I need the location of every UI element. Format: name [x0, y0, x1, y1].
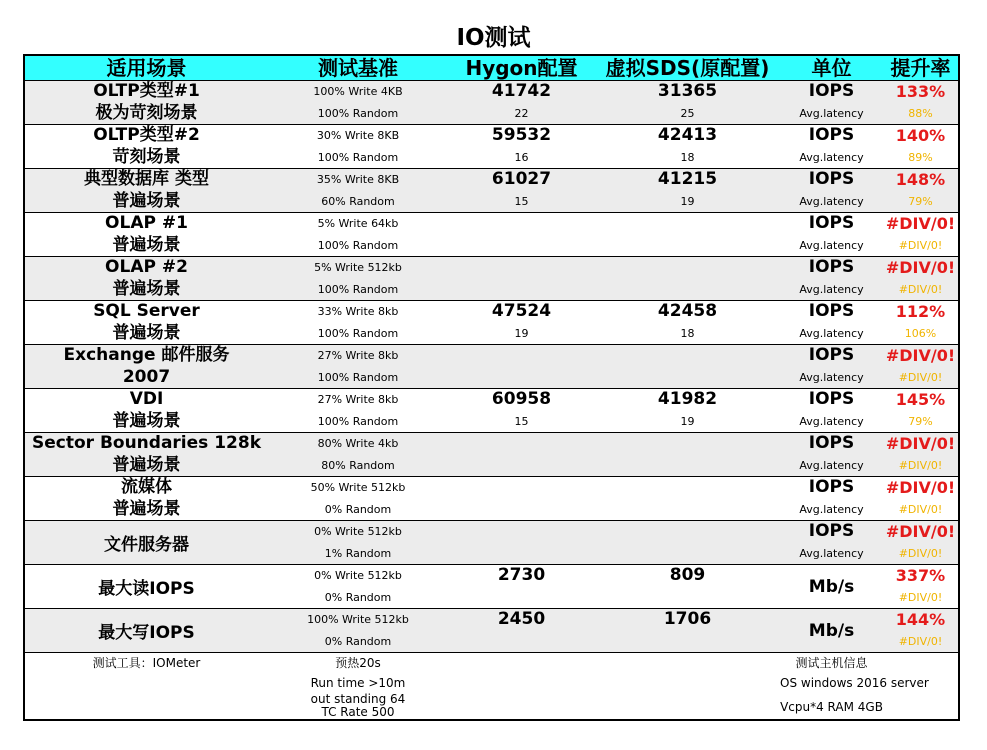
- rate-primary: 148%: [895, 169, 946, 189]
- hygon-iops: 2450: [497, 609, 546, 630]
- rate-cell: [883, 565, 959, 609]
- rate-secondary: #DIV/0!: [898, 238, 943, 252]
- scenario-name: VDI: [129, 389, 164, 410]
- hygon-iops: [448, 433, 595, 455]
- rate-cell: [883, 521, 959, 565]
- rate-secondary: #DIV/0!: [898, 282, 943, 296]
- rate-cell: [883, 81, 959, 125]
- sds-latency: [595, 367, 780, 389]
- table-row: [24, 213, 959, 257]
- unit-cell: [780, 521, 883, 565]
- benchmark-cell: [268, 125, 448, 169]
- scenario-name: Sector Boundaries 128k: [31, 433, 261, 454]
- scenario-subname: 普遍场景: [112, 454, 181, 475]
- scenario-name: SQL Server: [93, 301, 200, 322]
- footer-tcrate: TC Rate 500: [321, 705, 395, 719]
- hygon-iops: [448, 213, 595, 235]
- footer-tool-cell: [24, 653, 268, 721]
- bench-random: 1% Random: [324, 546, 392, 560]
- bench-random: 100% Random: [317, 282, 399, 296]
- benchmark-cell: [268, 477, 448, 521]
- hygon-iops: 60958: [491, 389, 552, 410]
- bench-random: 100% Random: [317, 370, 399, 384]
- rate-cell: [883, 257, 959, 301]
- unit-secondary: Avg.latency: [799, 414, 864, 428]
- scenario-cell: [24, 301, 268, 345]
- hygon-cell: [448, 477, 595, 521]
- rate-secondary: #DIV/0!: [898, 370, 943, 384]
- hygon-iops: [448, 521, 595, 543]
- rate-secondary: 89%: [908, 150, 933, 164]
- unit-secondary: Avg.latency: [799, 546, 864, 560]
- hygon-latency: 15: [514, 194, 529, 208]
- bench-random: 80% Random: [321, 458, 395, 472]
- rate-primary: #DIV/0!: [885, 213, 956, 233]
- sds-cell: [595, 301, 780, 345]
- sds-iops: 809: [669, 565, 706, 586]
- hygon-cell: [448, 301, 595, 345]
- sds-iops: 31365: [657, 81, 718, 102]
- sds-latency: [595, 279, 780, 301]
- sds-latency: 18: [680, 326, 695, 340]
- unit-cell: [780, 301, 883, 345]
- unit-primary: IOPS: [808, 169, 855, 190]
- footer-host-title: 测试主机信息: [795, 656, 868, 670]
- bench-random: 60% Random: [321, 194, 395, 208]
- hygon-cell: [448, 433, 595, 477]
- scenario-cell: [24, 521, 268, 565]
- table-row: [24, 345, 959, 389]
- sds-iops: 41215: [657, 169, 718, 190]
- hygon-cell: [448, 565, 595, 609]
- sds-iops: [595, 257, 780, 279]
- benchmark-cell: [268, 389, 448, 433]
- scenario-subname: 普遍场景: [112, 190, 181, 211]
- sds-iops: 42458: [657, 301, 718, 322]
- bench-write: 100% Write 4KB: [313, 85, 403, 99]
- unit-primary: Mb/s: [808, 620, 855, 641]
- benchmark-cell: [268, 565, 448, 609]
- rate-secondary: 79%: [908, 414, 933, 428]
- rate-secondary: 79%: [908, 194, 933, 208]
- footer-host-cell: [780, 653, 959, 721]
- footer-empty-1: [448, 653, 595, 721]
- hygon-cell: [448, 345, 595, 389]
- unit-cell: [780, 169, 883, 213]
- unit-cell: [780, 565, 883, 609]
- table-row: [24, 609, 959, 653]
- table-row: [24, 477, 959, 521]
- bench-random: 0% Random: [324, 634, 392, 648]
- scenario-subname: 2007: [122, 366, 171, 387]
- hygon-iops: [448, 477, 595, 499]
- header-row: [24, 55, 959, 81]
- scenario-cell: [24, 257, 268, 301]
- unit-secondary: Avg.latency: [799, 458, 864, 472]
- unit-secondary: Avg.latency: [799, 194, 864, 208]
- scenario-cell: [24, 213, 268, 257]
- sds-iops: [595, 477, 780, 499]
- scenario-cell: [24, 389, 268, 433]
- bench-write: 80% Write 4kb: [317, 437, 399, 451]
- benchmark-cell: [268, 609, 448, 653]
- rate-secondary: #DIV/0!: [898, 634, 943, 648]
- hygon-latency: [448, 367, 595, 389]
- scenario-subname: 普遍场景: [112, 278, 181, 299]
- scenario-cell: [24, 433, 268, 477]
- hygon-latency: 16: [514, 150, 529, 164]
- header-unit: 单位: [780, 55, 883, 81]
- bench-write: 100% Write 512kb: [307, 613, 409, 627]
- header-scenario: 适用场景: [24, 55, 268, 81]
- unit-secondary: Avg.latency: [799, 370, 864, 384]
- rate-primary: #DIV/0!: [885, 521, 956, 541]
- hygon-cell: [448, 81, 595, 125]
- hygon-cell: [448, 389, 595, 433]
- sds-iops: [595, 213, 780, 235]
- sds-cell: [595, 565, 780, 609]
- unit-primary: IOPS: [808, 345, 855, 366]
- unit-primary: IOPS: [808, 257, 855, 278]
- unit-primary: Mb/s: [808, 576, 855, 597]
- scenario-name: 最大读IOPS: [98, 579, 195, 599]
- bench-write: 27% Write 8kb: [317, 393, 399, 407]
- bench-write: 27% Write 8kb: [317, 349, 399, 363]
- hygon-latency: [448, 543, 595, 565]
- header-hygon: Hygon配置: [448, 55, 595, 81]
- rate-secondary: #DIV/0!: [898, 458, 943, 472]
- sds-latency: [595, 455, 780, 477]
- hygon-cell: [448, 125, 595, 169]
- hygon-latency: [448, 235, 595, 257]
- rate-cell: [883, 169, 959, 213]
- sds-iops: 1706: [663, 609, 712, 630]
- rate-primary: 140%: [895, 125, 946, 145]
- unit-cell: [780, 609, 883, 653]
- footer-params-cell: [268, 653, 448, 721]
- scenario-subname: 普遍场景: [112, 498, 181, 519]
- rate-secondary: #DIV/0!: [898, 590, 943, 604]
- footer-row: [24, 653, 959, 721]
- unit-secondary: Avg.latency: [799, 106, 864, 120]
- sds-cell: [595, 257, 780, 301]
- unit-secondary: Avg.latency: [799, 282, 864, 296]
- scenario-cell: [24, 81, 268, 125]
- footer-os: OS windows 2016 server: [780, 676, 929, 690]
- unit-primary: IOPS: [808, 81, 855, 102]
- rate-cell: [883, 609, 959, 653]
- sds-latency: [595, 543, 780, 565]
- footer-spec: Vcpu*4 RAM 4GB: [780, 700, 883, 714]
- sds-cell: [595, 477, 780, 521]
- unit-primary: IOPS: [808, 389, 855, 410]
- header-sds: 虚拟SDS(原配置): [595, 55, 780, 81]
- table-row: [24, 81, 959, 125]
- rate-cell: [883, 433, 959, 477]
- scenario-name: OLTP类型#2: [93, 125, 200, 146]
- rate-secondary: #DIV/0!: [898, 502, 943, 516]
- benchmark-cell: [268, 213, 448, 257]
- sds-cell: [595, 609, 780, 653]
- sds-cell: [595, 389, 780, 433]
- scenario-name: OLAP #1: [105, 213, 188, 234]
- unit-cell: [780, 257, 883, 301]
- rate-primary: #DIV/0!: [885, 477, 956, 497]
- bench-write: 5% Write 512kb: [314, 261, 402, 275]
- unit-secondary: Avg.latency: [799, 326, 864, 340]
- io-test-table: [23, 54, 960, 721]
- scenario-subname: 极为苛刻场景: [95, 102, 198, 123]
- hygon-latency: 15: [514, 414, 529, 428]
- sds-latency: [595, 587, 780, 609]
- bench-random: 100% Random: [317, 414, 399, 428]
- table-row: [24, 433, 959, 477]
- hygon-latency: [448, 499, 595, 521]
- rate-primary: 145%: [895, 389, 946, 409]
- scenario-name: 最大写IOPS: [98, 623, 195, 643]
- sds-iops: 42413: [657, 125, 718, 146]
- unit-cell: [780, 477, 883, 521]
- table-row: [24, 257, 959, 301]
- unit-secondary: Avg.latency: [799, 150, 864, 164]
- bench-write: 0% Write 512kb: [314, 569, 402, 583]
- rate-primary: #DIV/0!: [885, 433, 956, 453]
- unit-primary: IOPS: [808, 433, 855, 454]
- hygon-latency: 22: [514, 106, 529, 120]
- header-rate: 提升率: [883, 55, 959, 81]
- unit-primary: IOPS: [808, 301, 855, 322]
- rate-cell: [883, 345, 959, 389]
- bench-write: 30% Write 8KB: [316, 129, 400, 143]
- rate-primary: 144%: [895, 609, 946, 629]
- rate-primary: 133%: [895, 81, 946, 101]
- hygon-cell: [448, 213, 595, 257]
- sds-cell: [595, 81, 780, 125]
- scenario-subname: 普遍场景: [112, 234, 181, 255]
- rate-cell: [883, 125, 959, 169]
- hygon-iops: 61027: [491, 169, 552, 190]
- table-row: [24, 389, 959, 433]
- sds-latency: 25: [680, 106, 695, 120]
- rate-primary: 337%: [895, 565, 946, 585]
- scenario-cell: [24, 477, 268, 521]
- sds-iops: [595, 345, 780, 367]
- hygon-cell: [448, 609, 595, 653]
- hygon-iops: 47524: [491, 301, 552, 322]
- rate-cell: [883, 213, 959, 257]
- bench-random: 100% Random: [317, 150, 399, 164]
- sds-latency: 19: [680, 194, 695, 208]
- rate-cell: [883, 301, 959, 345]
- header-benchmark: 测试基准: [268, 55, 448, 81]
- footer-tool: 测试工具：IOMeter: [92, 656, 201, 670]
- benchmark-cell: [268, 301, 448, 345]
- scenario-subname: 苛刻场景: [112, 146, 181, 167]
- footer-runtime: Run time >10m: [310, 676, 406, 690]
- table-row: [24, 521, 959, 565]
- scenario-name: 文件服务器: [104, 535, 189, 555]
- scenario-cell: [24, 169, 268, 213]
- hygon-latency: [448, 631, 595, 653]
- scenario-cell: [24, 609, 268, 653]
- sds-latency: [595, 499, 780, 521]
- sds-latency: 18: [680, 150, 695, 164]
- benchmark-cell: [268, 433, 448, 477]
- hygon-iops: 41742: [491, 81, 552, 102]
- table-row: [24, 169, 959, 213]
- sds-cell: [595, 169, 780, 213]
- sds-cell: [595, 433, 780, 477]
- sds-cell: [595, 213, 780, 257]
- bench-write: 50% Write 512kb: [310, 481, 406, 495]
- footer-outstanding: out standing 64: [310, 692, 406, 706]
- rate-cell: [883, 389, 959, 433]
- bench-write: 33% Write 8kb: [317, 305, 399, 319]
- unit-primary: IOPS: [808, 521, 855, 542]
- rate-primary: 112%: [895, 301, 946, 321]
- rate-primary: #DIV/0!: [885, 257, 956, 277]
- page-title: IO测试: [456, 25, 531, 51]
- rate-secondary: #DIV/0!: [898, 546, 943, 560]
- sds-iops: 41982: [657, 389, 718, 410]
- hygon-iops: 2730: [497, 565, 546, 586]
- footer-outstanding-group: [268, 693, 448, 719]
- scenario-cell: [24, 565, 268, 609]
- unit-secondary: Avg.latency: [799, 238, 864, 252]
- bench-random: 100% Random: [317, 238, 399, 252]
- scenario-name: Exchange 邮件服务: [63, 345, 230, 366]
- scenario-name: OLTP类型#1: [93, 81, 200, 102]
- hygon-iops: [448, 345, 595, 367]
- scenario-subname: 普遍场景: [112, 322, 181, 343]
- hygon-latency: [448, 587, 595, 609]
- unit-cell: [780, 125, 883, 169]
- unit-primary: IOPS: [808, 477, 855, 498]
- benchmark-cell: [268, 521, 448, 565]
- unit-cell: [780, 389, 883, 433]
- sds-iops: [595, 521, 780, 543]
- hygon-cell: [448, 169, 595, 213]
- unit-cell: [780, 345, 883, 389]
- table-row: [24, 565, 959, 609]
- scenario-cell: [24, 345, 268, 389]
- hygon-latency: [448, 279, 595, 301]
- sds-cell: [595, 345, 780, 389]
- scenario-name: 流媒体: [121, 477, 172, 498]
- sds-cell: [595, 521, 780, 565]
- scenario-subname: 普遍场景: [112, 410, 181, 431]
- unit-cell: [780, 81, 883, 125]
- scenario-cell: [24, 125, 268, 169]
- hygon-cell: [448, 257, 595, 301]
- bench-random: 100% Random: [317, 106, 399, 120]
- footer-empty-2: [595, 653, 780, 721]
- hygon-latency: 19: [514, 326, 529, 340]
- sds-latency: [595, 235, 780, 257]
- bench-write: 35% Write 8KB: [316, 173, 400, 187]
- bench-random: 0% Random: [324, 590, 392, 604]
- unit-primary: IOPS: [808, 125, 855, 146]
- benchmark-cell: [268, 345, 448, 389]
- hygon-cell: [448, 521, 595, 565]
- rate-primary: #DIV/0!: [885, 345, 956, 365]
- rate-secondary: 88%: [908, 106, 933, 120]
- bench-random: 0% Random: [324, 502, 392, 516]
- benchmark-cell: [268, 169, 448, 213]
- benchmark-cell: [268, 257, 448, 301]
- hygon-latency: [448, 455, 595, 477]
- bench-random: 100% Random: [317, 326, 399, 340]
- hygon-iops: 59532: [491, 125, 552, 146]
- scenario-name: OLAP #2: [105, 257, 188, 278]
- unit-cell: [780, 213, 883, 257]
- unit-secondary: Avg.latency: [799, 502, 864, 516]
- sds-cell: [595, 125, 780, 169]
- table-row: [24, 125, 959, 169]
- unit-cell: [780, 433, 883, 477]
- bench-write: 5% Write 64kb: [317, 217, 399, 231]
- sds-latency: [595, 631, 780, 653]
- bench-write: 0% Write 512kb: [314, 525, 402, 539]
- rate-secondary: 106%: [904, 326, 937, 340]
- table-row: [24, 301, 959, 345]
- scenario-name: 典型数据库 类型: [84, 169, 209, 190]
- hygon-iops: [448, 257, 595, 279]
- unit-primary: IOPS: [808, 213, 855, 234]
- footer-warmup: 预热20s: [335, 656, 381, 670]
- sds-iops: [595, 433, 780, 455]
- rate-cell: [883, 477, 959, 521]
- sds-latency: 19: [680, 414, 695, 428]
- benchmark-cell: [268, 81, 448, 125]
